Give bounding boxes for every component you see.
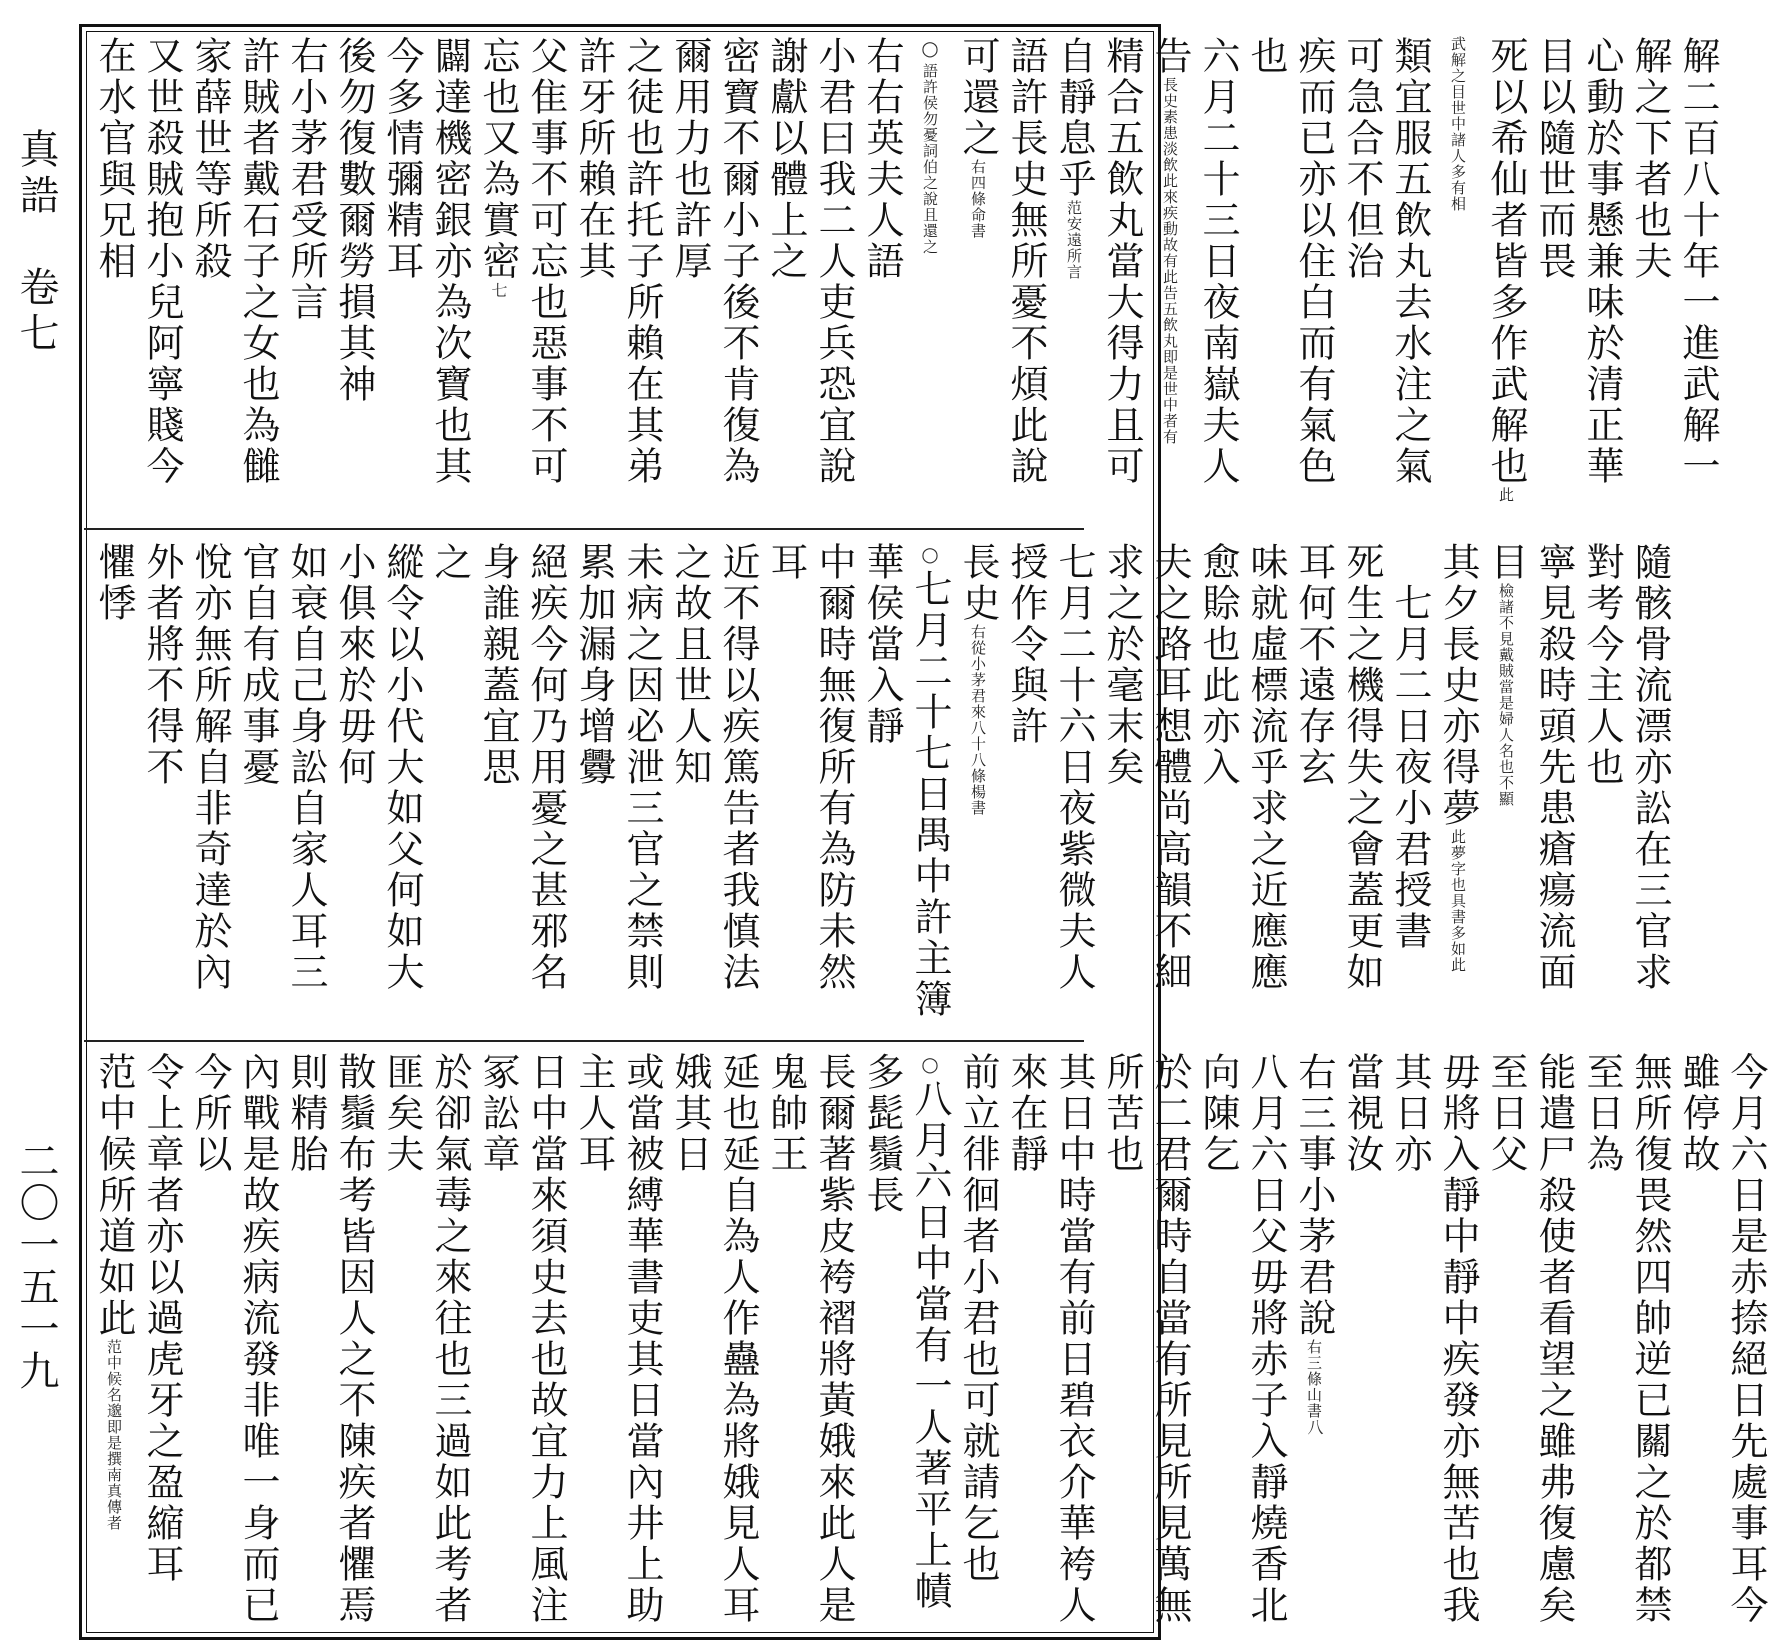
main-text: 右右英夫人語 [860,36,904,282]
text-column [1242,36,1338,516]
section-divider [84,1040,1084,1042]
text-column [1098,542,1194,1026]
main-text: 如衰自己身訟自家人耳三官自有成事憂 [236,542,328,993]
main-text: 七月二十七日禺中許主簿華侯當入靜 [860,542,952,1020]
text-panel-upper [90,36,1720,516]
text-column [474,1052,570,1630]
column-block [90,542,1674,1026]
text-column [1002,1052,1098,1630]
text-column [954,1052,1002,1630]
text-column [1674,1052,1770,1630]
text-column [186,36,282,516]
text-column [954,36,1050,516]
main-text: 於二君爾時自當有所見所見萬無所苦也 [1100,1052,1192,1626]
main-text: 後勿復數爾勞損其神 [332,36,376,405]
main-text: 疾而已亦以住白而有氣色也 [1244,36,1336,487]
main-text: 延也延自為人作蠱為將娥見人耳娥其日 [668,1052,760,1626]
main-text: 闢達機密銀亦為次寶也其今多情彌精耳 [380,36,472,487]
main-text: 悅亦無所解自非奇達於內外者將不得不 [140,542,232,993]
text-column [1290,542,1386,1026]
main-text: 精合五飲丸當大得力且可自靜息乎 [1052,36,1144,487]
text-column [666,1052,762,1630]
text-column [1482,1052,1578,1630]
text-column [378,1052,474,1630]
text-column [1194,542,1290,1026]
main-text: 絕疾今何乃用憂之甚邪名身誰親蓋宜思 [476,542,568,993]
section-divider [84,528,1084,530]
main-text: 或當被縛華書吏其日當內井上助主人耳 [572,1052,664,1626]
text-column [138,542,234,1026]
text-column [138,1052,186,1630]
text-column [1578,1052,1674,1630]
circle-mark: ○ [918,36,942,63]
main-text: 近不得以疾篤告者我慎法之故且世人知 [668,542,760,993]
main-text: 心動於事懸兼味於清正華目以隨世而畏 [1532,36,1624,487]
circle-mark: ○ [918,1052,942,1079]
main-text: 其夕長史亦得夢 [1436,542,1480,829]
text-column [378,36,474,516]
main-text: 縱令以小代大如父何如大小俱來於毋何 [332,542,424,993]
text-column [1002,542,1098,1026]
text-column [858,1052,954,1630]
text-column [858,36,906,516]
main-text: 散鬚布考皆因人之不陳疾者懼焉則精胎 [284,1052,376,1626]
page-mark: 八 [1305,1419,1324,1438]
text-column [570,1052,666,1630]
text-column [90,542,138,1026]
text-column [330,36,378,516]
main-text: 右三事小茅君說 [1292,1052,1336,1339]
main-text: 八月六日中當有一人著平上幘多髭鬚長 [860,1052,952,1612]
text-column [1338,1052,1386,1630]
main-text: 死生之機得失之會蓋更如耳何不遠存玄 [1292,542,1384,993]
text-column [1530,36,1626,516]
main-text: 味就虛標流乎求之近應應愈賒也此亦入 [1196,542,1288,993]
text-column [1386,542,1434,1026]
circle-mark: ○ [918,542,942,569]
text-column [1434,542,1482,1026]
text-column [330,542,426,1026]
text-column [1578,542,1674,1026]
text-column [1434,36,1530,516]
text-column [474,542,570,1026]
main-text: 范中候所道如此 [92,1052,136,1339]
text-column [906,36,954,516]
main-text: 令上章者亦以過虎牙之盈縮耳 [140,1052,184,1585]
text-column [762,1052,858,1630]
main-text: 右小茅君受所言 [284,36,328,323]
main-text: 日中當來須史去也故宜力上風注冢訟章 [476,1052,568,1626]
main-text: 密寶不爾小子後不肯復為爾用力也許厚 [668,36,760,487]
text-column [570,542,666,1026]
main-text: 毋將入靜中靜中疾發亦無苦也我其日亦 [1388,1052,1480,1626]
column-block [90,1052,1770,1630]
main-text: 於卻氣毒之來往也三過如此考者匪矣夫 [380,1052,472,1626]
commentary-note: 范中候名邈即是撰南真傳者 [105,1339,123,1531]
main-text: 七月二十六日夜紫微夫人授作令與許 [1004,542,1096,993]
text-column [666,36,762,516]
main-text: 其日中時當有前日碧衣介華袴人來在靜 [1004,1052,1096,1626]
text-column [1290,1052,1338,1630]
main-text: 能遣尸殺使者看望之雖弗復慮矣至日父 [1484,1052,1576,1626]
text-column [1050,36,1146,516]
commentary-note: 右四條命書 [969,159,987,239]
commentary-note: 右三條山書 [1305,1339,1323,1419]
text-column [1482,542,1578,1026]
main-text: 懼悸 [92,542,136,624]
text-column [282,36,330,516]
commentary-note: 檢諸不見戴賊當是婦人名也不顯 [1497,583,1515,807]
main-text: 夫之路耳想體尚高韻不細求之於毫末矣 [1100,542,1192,993]
main-text: 無所復畏然四帥逆已關之於都禁至日為 [1580,1052,1672,1626]
text-column [1098,1052,1194,1630]
text-column [1386,1052,1482,1630]
text-column [1338,36,1434,516]
text-column [570,36,666,516]
main-text: 前立徘徊者小君也可就請乞也 [956,1052,1000,1585]
text-column [282,1052,378,1630]
text-column [186,1052,282,1630]
text-panel-middle [90,542,1672,1026]
text-column [90,36,186,516]
main-text: 之徒也許托子所賴在其弟許牙所賴在其 [572,36,664,487]
text-column [666,542,762,1026]
main-text: 隨骸骨流漂亦訟在三官求對考今主人也 [1580,542,1672,993]
main-text: 七月二日夜小君授書 [1388,542,1432,952]
page-mark: 七 [489,282,508,301]
main-text: 六月二十三日夜南嶽夫人告 [1148,36,1240,487]
text-column [90,1052,138,1630]
main-text: 長爾著紫皮袴褶將黃娥來此人是鬼帥王 [764,1052,856,1626]
folio-number: 二〇一五一九 [13,1140,59,1392]
commentary-note: 此武解之目世中諸人多有相 [1449,36,1515,503]
main-text: 類宜服五飲丸去水注之氣可急合不但治 [1340,36,1432,487]
main-text: 之 [428,542,472,583]
commentary-note: 右從小茅君來八十八條楊書 [969,624,987,816]
text-column [762,36,858,516]
commentary-note: 范安遠所言 [1065,200,1083,280]
main-text: 當視汝 [1340,1052,1384,1175]
main-text: 八月六日父毋將赤子入靜燒香北向陳乞 [1196,1052,1288,1626]
main-text: 內戰是故疾病流發非唯一身而已今所以 [188,1052,280,1626]
main-text: 死以希仙者皆多作武解也 [1484,36,1528,487]
commentary-note: 此夢字也具書多如此 [1449,829,1467,973]
text-column [1194,1052,1290,1630]
commentary-note: 語許侯勿憂詞伯之說且還之 [921,63,939,255]
main-text: 長史 [956,542,1000,624]
column-block [90,36,1722,516]
text-column [1146,36,1242,516]
main-text: 中爾時無復所有為防未然耳 [764,542,856,993]
text-column [474,36,570,516]
text-column [1626,36,1722,516]
commentary-note: 長史素患淡飲此來疾動故有此告五飲丸即是世中者有 [1161,77,1179,445]
text-column [858,542,954,1026]
main-text: 寧見殺時頭先患瘡瘍流面目 [1484,542,1576,993]
text-column [954,542,1002,1026]
main-text: 解二百八十年一進武解一解之下者也夫 [1628,36,1720,487]
main-text: 未病之因必泄三官之禁則累加漏身增釁 [572,542,664,993]
main-text: 今月六日是赤捺絕日先處事耳今雖停故 [1676,1052,1768,1626]
text-panel-lower [90,1052,1768,1630]
book-title: 真誥 卷七 [13,128,59,358]
main-text: 小君曰我二人吏兵恐宜說謝獻以體上之 [764,36,856,487]
main-text: 又世殺賊抱小兒阿寧賤今在水官與兄相 [92,36,184,487]
text-column [234,542,330,1026]
main-text: 許賊者戴石子之女也為雠家薛世等所殺 [188,36,280,487]
main-text: 語許長史無所憂不煩此說可還之 [956,36,1048,487]
text-column [762,542,858,1026]
text-column [426,542,474,1026]
main-text: 父隹事不可忘也惡事不可忘也又為實密 [476,36,568,487]
